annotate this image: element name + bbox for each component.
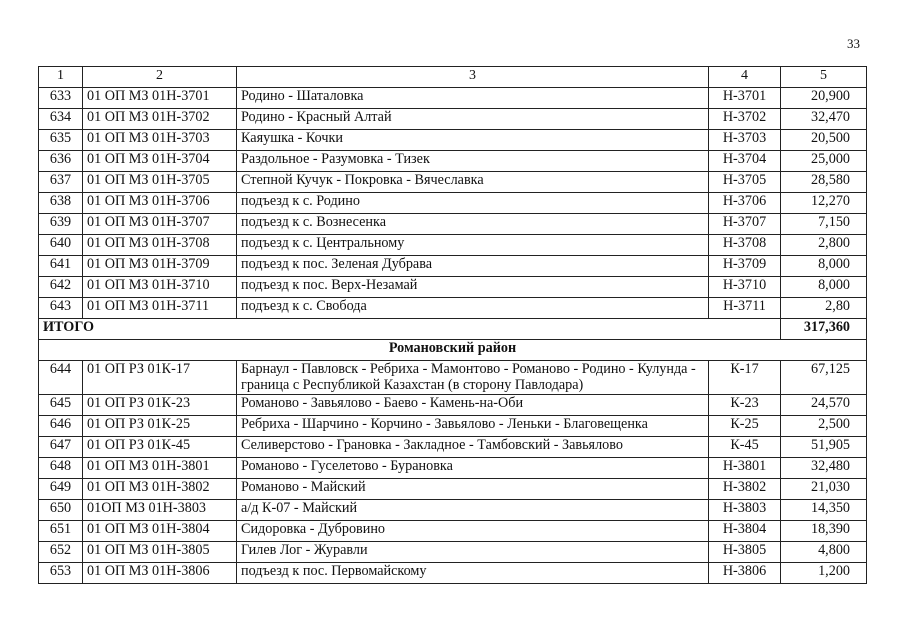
road-length: 2,800 — [781, 235, 867, 256]
total-row — [39, 319, 867, 340]
road-length: 67,125 — [781, 361, 867, 395]
table-row — [39, 500, 867, 521]
row-number: 635 — [39, 130, 83, 151]
table-row — [39, 277, 867, 298]
table-row — [39, 235, 867, 256]
road-length: 21,030 — [781, 479, 867, 500]
table-row — [39, 416, 867, 437]
road-length: 28,580 — [781, 172, 867, 193]
table-row — [39, 193, 867, 214]
road-length: 51,905 — [781, 437, 867, 458]
page-number: 33 — [847, 36, 860, 51]
road-length: 20,500 — [781, 130, 867, 151]
road-code: 01ОП МЗ 01Н-3803 — [83, 500, 237, 521]
road-index: К-45 — [709, 437, 781, 458]
row-number: 651 — [39, 521, 83, 542]
road-index: Н-3805 — [709, 542, 781, 563]
road-index: Н-3709 — [709, 256, 781, 277]
roads-table — [38, 66, 867, 584]
row-number: 650 — [39, 500, 83, 521]
road-length: 12,270 — [781, 193, 867, 214]
road-code: 01 ОП РЗ 01К-25 — [83, 416, 237, 437]
row-number: 634 — [39, 109, 83, 130]
table-row — [39, 542, 867, 563]
road-name: Каяушка - Кочки — [237, 130, 709, 151]
road-length: 32,480 — [781, 458, 867, 479]
row-number: 643 — [39, 298, 83, 319]
road-index: Н-3705 — [709, 172, 781, 193]
road-name: Селиверстово - Грановка - Закладное - Тамбовский - Завьялово — [237, 437, 709, 458]
road-code: 01 ОП МЗ 01Н-3704 — [83, 151, 237, 172]
row-number: 637 — [39, 172, 83, 193]
road-name: подъезд к с. Вознесенка — [237, 214, 709, 235]
road-index: Н-3706 — [709, 193, 781, 214]
road-name: Романово - Майский — [237, 479, 709, 500]
road-length: 2,500 — [781, 416, 867, 437]
road-name: подъезд к с. Родино — [237, 193, 709, 214]
total-value: 317,360 — [781, 319, 867, 340]
road-length: 24,570 — [781, 395, 867, 416]
road-index: Н-3707 — [709, 214, 781, 235]
road-name: подъезд к пос. Зеленая Дубрава — [237, 256, 709, 277]
road-code: 01 ОП МЗ 01Н-3710 — [83, 277, 237, 298]
road-index: К-17 — [709, 361, 781, 395]
road-index: К-23 — [709, 395, 781, 416]
row-number: 640 — [39, 235, 83, 256]
road-name: подъезд к пос. Верх-Незамай — [237, 277, 709, 298]
road-index: Н-3703 — [709, 130, 781, 151]
road-code: 01 ОП РЗ 01К-17 — [83, 361, 237, 395]
road-name: Ребриха - Шарчино - Корчино - Завьялово - Леньки - Благовещенка — [237, 416, 709, 437]
road-name: Гилев Лог - Журавли — [237, 542, 709, 563]
row-number: 649 — [39, 479, 83, 500]
header-row — [39, 67, 867, 88]
table-row — [39, 563, 867, 584]
table-body-top — [39, 88, 867, 319]
table-row — [39, 214, 867, 235]
road-name: Родино - Красный Алтай — [237, 109, 709, 130]
column-header: 2 — [83, 67, 237, 88]
road-code: 01 ОП МЗ 01Н-3711 — [83, 298, 237, 319]
road-name: Родино - Шаталовка — [237, 88, 709, 109]
road-code: 01 ОП МЗ 01Н-3701 — [83, 88, 237, 109]
table-row — [39, 395, 867, 416]
road-index: К-25 — [709, 416, 781, 437]
table-row — [39, 256, 867, 277]
road-code: 01 ОП МЗ 01Н-3706 — [83, 193, 237, 214]
row-number: 652 — [39, 542, 83, 563]
road-code: 01 ОП МЗ 01Н-3802 — [83, 479, 237, 500]
road-code: 01 ОП РЗ 01К-23 — [83, 395, 237, 416]
road-code: 01 ОП МЗ 01Н-3708 — [83, 235, 237, 256]
road-code: 01 ОП МЗ 01Н-3702 — [83, 109, 237, 130]
road-index: Н-3802 — [709, 479, 781, 500]
row-number: 641 — [39, 256, 83, 277]
road-name: Сидоровка - Дубровино — [237, 521, 709, 542]
road-length: 7,150 — [781, 214, 867, 235]
road-name: Романово - Гуселетово - Бурановка — [237, 458, 709, 479]
row-number: 636 — [39, 151, 83, 172]
road-code: 01 ОП МЗ 01Н-3709 — [83, 256, 237, 277]
row-number: 642 — [39, 277, 83, 298]
road-name: Барнаул - Павловск - Ребриха - Мамонтово - Романово - Родино - Кулунда - граница с Республикой Казахстан (в сторону Павлодара) — [237, 361, 709, 395]
table-row — [39, 437, 867, 458]
road-index: Н-3701 — [709, 88, 781, 109]
table-row — [39, 479, 867, 500]
table-row — [39, 109, 867, 130]
row-number: 644 — [39, 361, 83, 395]
road-index: Н-3704 — [709, 151, 781, 172]
row-number: 648 — [39, 458, 83, 479]
road-name: а/д К-07 - Майский — [237, 500, 709, 521]
road-name: Раздольное - Разумовка - Тизек — [237, 151, 709, 172]
road-name: подъезд к пос. Первомайскому — [237, 563, 709, 584]
table-row — [39, 151, 867, 172]
road-index: Н-3708 — [709, 235, 781, 256]
road-index: Н-3804 — [709, 521, 781, 542]
row-number: 639 — [39, 214, 83, 235]
section-title: Романовский район — [39, 340, 867, 361]
column-header: 4 — [709, 67, 781, 88]
road-length: 20,900 — [781, 88, 867, 109]
road-length: 8,000 — [781, 256, 867, 277]
road-code: 01 ОП МЗ 01Н-3703 — [83, 130, 237, 151]
road-index: Н-3711 — [709, 298, 781, 319]
table-row — [39, 298, 867, 319]
table-body-summary — [39, 319, 867, 361]
road-length: 25,000 — [781, 151, 867, 172]
road-length: 1,200 — [781, 563, 867, 584]
road-name: подъезд к с. Центральному — [237, 235, 709, 256]
road-name: подъезд к с. Свобода — [237, 298, 709, 319]
row-number: 638 — [39, 193, 83, 214]
road-length: 4,800 — [781, 542, 867, 563]
column-header: 3 — [237, 67, 709, 88]
row-number: 653 — [39, 563, 83, 584]
road-length: 18,390 — [781, 521, 867, 542]
row-number: 633 — [39, 88, 83, 109]
road-length: 8,000 — [781, 277, 867, 298]
road-code: 01 ОП МЗ 01Н-3705 — [83, 172, 237, 193]
table-row — [39, 88, 867, 109]
section-row — [39, 340, 867, 361]
road-index: Н-3801 — [709, 458, 781, 479]
table-row — [39, 361, 867, 395]
road-index: Н-3806 — [709, 563, 781, 584]
total-label: ИТОГО — [39, 319, 781, 340]
road-length: 14,350 — [781, 500, 867, 521]
table-row — [39, 521, 867, 542]
table-body-bottom — [39, 361, 867, 584]
table-row — [39, 458, 867, 479]
table-row — [39, 130, 867, 151]
road-code: 01 ОП МЗ 01Н-3707 — [83, 214, 237, 235]
road-code: 01 ОП МЗ 01Н-3806 — [83, 563, 237, 584]
row-number: 646 — [39, 416, 83, 437]
row-number: 647 — [39, 437, 83, 458]
road-name: Романово - Завьялово - Баево - Камень-на-Оби — [237, 395, 709, 416]
road-index: Н-3702 — [709, 109, 781, 130]
road-code: 01 ОП МЗ 01Н-3805 — [83, 542, 237, 563]
row-number: 645 — [39, 395, 83, 416]
road-length: 32,470 — [781, 109, 867, 130]
table-row — [39, 172, 867, 193]
road-code: 01 ОП МЗ 01Н-3801 — [83, 458, 237, 479]
road-code: 01 ОП МЗ 01Н-3804 — [83, 521, 237, 542]
road-index: Н-3803 — [709, 500, 781, 521]
road-length: 2,80 — [781, 298, 867, 319]
road-name: Степной Кучук - Покровка - Вячеславка — [237, 172, 709, 193]
road-index: Н-3710 — [709, 277, 781, 298]
road-code: 01 ОП РЗ 01К-45 — [83, 437, 237, 458]
column-header: 1 — [39, 67, 83, 88]
column-header: 5 — [781, 67, 867, 88]
